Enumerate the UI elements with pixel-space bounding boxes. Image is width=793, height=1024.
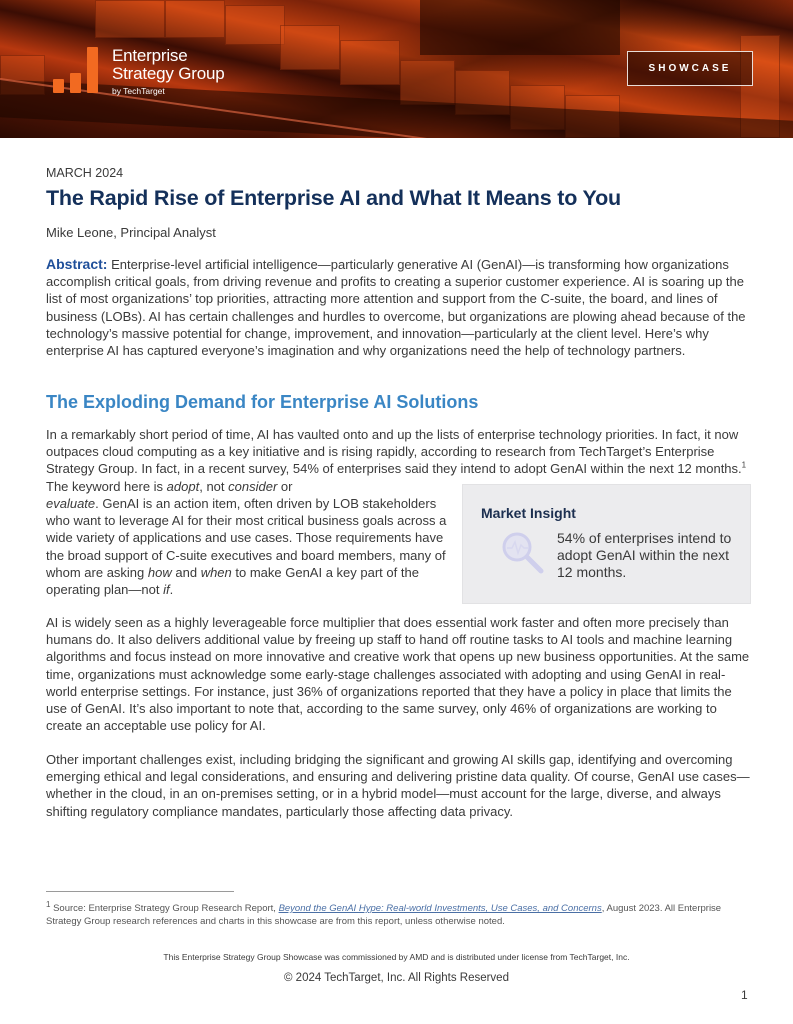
- para1-text: to make GenAI a key part of the operating plan—not: [46, 564, 419, 598]
- logo-bar: [70, 73, 81, 93]
- para1-text: In a remarkably short period of time, AI has vaulted onto and up the lists of enterprise technology priorities. In fact, it now outpaces cloud computing as a key initiative and is rising rapidly, according to research from TechTarget’s Enterprise Strategy Group. In fact, in a recent survey, 54% of enterprises said they intend to adopt GenAI within the next 12 months.: [46, 427, 742, 477]
- logo-bar: [87, 47, 98, 93]
- para1-text: and: [175, 564, 201, 580]
- emphasis: when: [200, 564, 232, 580]
- logo-line-3: by TechTarget: [112, 86, 165, 96]
- emphasis: consider: [228, 478, 278, 494]
- logo-line-1: Enterprise: [112, 46, 188, 65]
- banner-decoration: [420, 0, 620, 55]
- para1-text: .: [169, 582, 174, 598]
- copyright-notice: © 2024 TechTarget, Inc. All Rights Reserved: [284, 972, 509, 984]
- emphasis: adopt: [166, 478, 200, 494]
- showcase-badge: SHOWCASE: [627, 51, 753, 86]
- abstract-label: Abstract:: [46, 256, 108, 272]
- abstract-paragraph: [46, 256, 752, 359]
- emphasis: if: [163, 582, 170, 598]
- body-paragraph-3: Other important challenges exist, including bridging the significant and growing AI skills gap, identifying and overcoming emerging ethical and legal considerations, and ensuring and delivering pristine data quality. Of course, GenAI use cases—whether in the cloud, in an on-premises setting, or in a hybrid model—must account for the large, diverse, and always shifting regulatory compliance mandates, particularly those affecting data privacy.: [46, 752, 750, 819]
- page-number: 1: [741, 988, 748, 1002]
- footnote: [46, 899, 752, 928]
- company-logo-text: [112, 47, 224, 96]
- para1-text: , not: [199, 478, 229, 494]
- banner-decoration: [165, 0, 225, 38]
- section-heading: The Exploding Demand for Enterprise AI Solutions: [46, 392, 479, 412]
- banner-decoration: [225, 5, 285, 45]
- body-paragraph-1-cont: [46, 495, 451, 598]
- para1-text: or: [277, 478, 293, 494]
- market-insight-title: Market Insight: [481, 505, 576, 521]
- emphasis: evaluate: [46, 496, 96, 511]
- company-logo-mark: [53, 47, 98, 93]
- magnifier-chart-icon: [499, 529, 547, 577]
- abstract-text: Enterprise-level artificial intelligence—particularly generative AI (GenAI)—is transforming how organizations accomplish critical goals, from driving revenue and profits to creating a superior customer experience. AI is soaring up the list of most organizations’ top priorities, attracting more attention and support from the C-suite, the board, and lines of business (LOBs). AI has certain challenges and hurdles to overcome, but organizations are plowing ahead because of the technology’s massive potential for change, improvement, and innovation—particularly at the client level. Here’s why enterprise AI has captured everyone’s imagination and why organizations need the help of technology partners.: [46, 257, 746, 359]
- emphasis: how: [147, 564, 172, 580]
- publication-date: MARCH 2024: [46, 166, 124, 180]
- footnote-text: Source: Enterprise Strategy Group Research Report,: [50, 903, 279, 914]
- footnote-text: , August 2023. All Enterprise Strategy Group research references and charts in this showcase are from this report, unless otherwise noted.: [46, 903, 722, 927]
- header-banner: [0, 0, 793, 138]
- logo-bar: [53, 79, 64, 93]
- footnote-number: 1: [46, 899, 51, 909]
- footnote-ref: 1: [741, 461, 747, 471]
- market-insight-text: 54% of enterprises intend to adopt GenAI within the next 12 months.: [557, 530, 732, 580]
- banner-decoration: [340, 40, 400, 85]
- body-paragraph-2: AI is widely seen as a highly leverageable force multiplier that does essential work faster and often more precisely than humans do. It also delivers additional value by freeing up staff to hand off routine tasks to AI tools and machine learning algorithms and focus instead on more innovative and creative work that opens up new business opportunities. At the same time, organizations must acknowledge some early-stage challenges associated with adopting and using GenAI in real-world enterprise settings. For instance, just 36% of organizations reported that they have a policy in place that limits the use of GenAI. It’s also important to note that, according to the same survey, only 46% of organizations are working to create an acceptable use policy for AI.: [46, 615, 750, 734]
- report-link[interactable]: Beyond the GenAI Hype: Real-world Investments, Use Cases, and Concerns: [278, 903, 602, 914]
- para1-text: The keyword here is: [46, 478, 167, 494]
- para1-text: . GenAI is an action item, often driven by LOB stakeholders who want to leverage AI for their most critical business goals across a wide variety of applications and use cases. Those requirements have the broad support of C-suite executives and board members, many of whom are asking: [46, 496, 447, 580]
- market-insight-callout: [462, 484, 751, 604]
- banner-decoration: [280, 25, 340, 70]
- logo-line-2: Strategy Group: [112, 64, 225, 83]
- footnote-divider: [46, 891, 234, 892]
- page-title: The Rapid Rise of Enterprise AI and What It Means to You: [46, 186, 621, 210]
- banner-decoration: [400, 60, 455, 105]
- author-line: Mike Leone, Principal Analyst: [46, 225, 216, 240]
- license-notice: This Enterprise Strategy Group Showcase was commissioned by AMD and is distributed under license from TechTarget, Inc.: [163, 952, 630, 962]
- banner-decoration: [95, 0, 165, 38]
